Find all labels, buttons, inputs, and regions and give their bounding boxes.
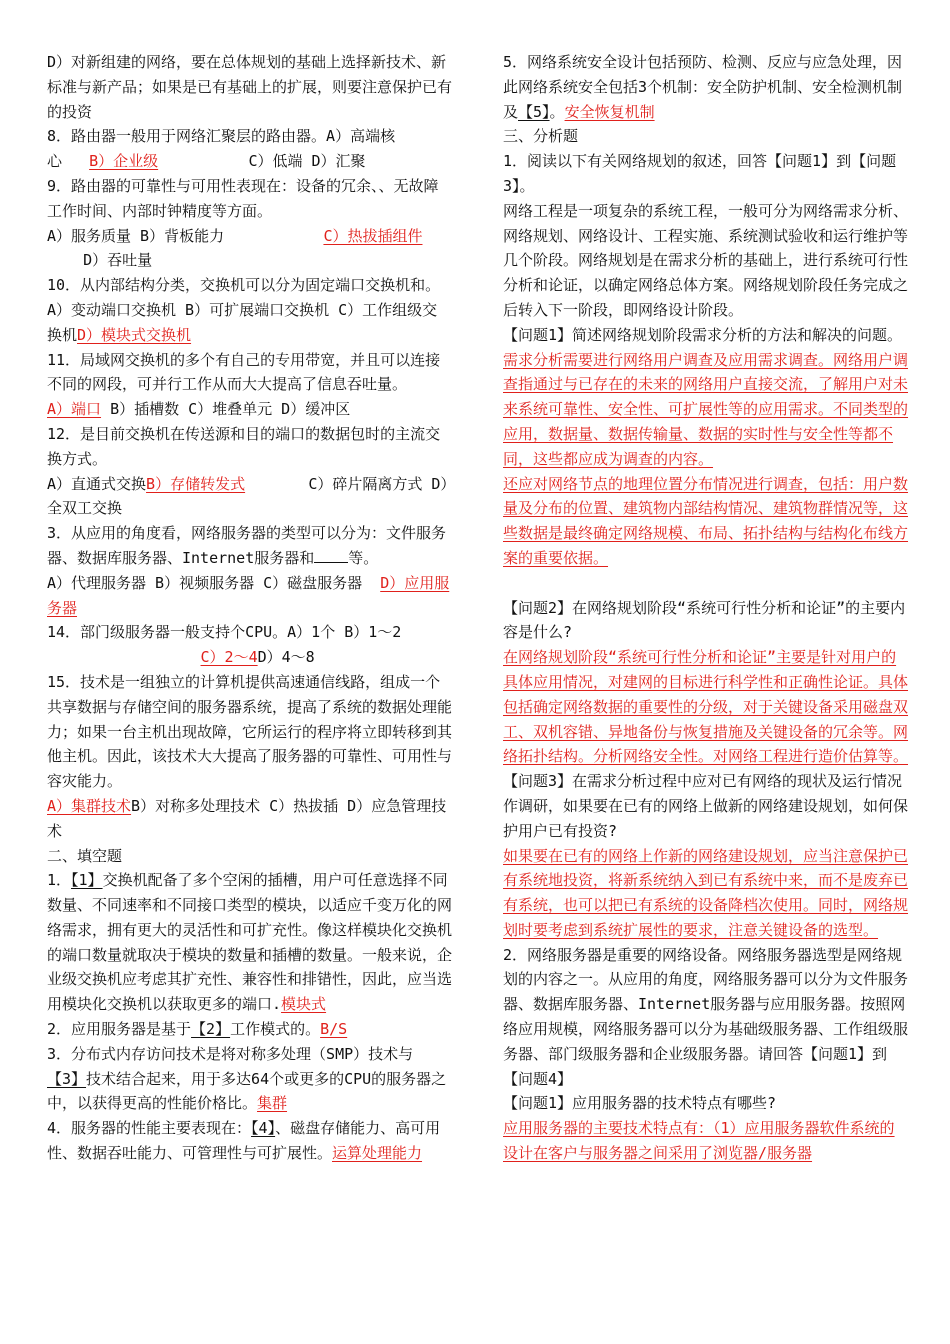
analysis-2-intro: 2．网络服务器是重要的网络设备。网络服务器选型是网络规划的内容之一。从应用的角度，网络服务器可以分为文件服务器、数据库服务器、Internet服务器与应用服务器。按照网络应用规模，网络服务器可以分为基础级服务器、工作组级服务器、部门级服务器和企业级服务器。请回答【问题1】到【问题4】 xyxy=(503,945,909,1088)
question-11: 11．局域网交换机的多个有自己的专用带宽，并且可以连接不同的网段，可并行工作从而大大提高了信息吞吐量。 xyxy=(47,350,441,394)
q13-answer: D）应用服务器 xyxy=(47,573,450,617)
analysis-2-question-1: 【问题1】应用服务器的技术特点有哪些? xyxy=(503,1094,777,1113)
question-10-options: A）变动端口交换机 B）可扩展端口交换机 C）工作组级交换机D）模块式交换机 xyxy=(47,300,438,344)
answer-blank xyxy=(314,548,348,563)
analysis-1-passage: 网络工程是一项复杂的系统工程，一般可分为网络需求分析、网络规划、网络设计、工程实施、系统测试验收和运行维护等几个阶段。网络规划是在需求分析的基础上，进行系统可行性分析和论证，以确定网络总体方案。网络规划阶段任务完成之后转入下一阶段，即网络设计阶段。 xyxy=(503,201,909,319)
question-8: 8．路由器一般用于网络汇聚层的路由器。A）高端核心 B）企业级 C）低端 D）汇聚 xyxy=(47,127,396,171)
analysis-2-answer-1: 应用服务器的主要技术特点有：（1）应用服务器软件系统的设计在客户与服务器之间采用了浏览器/服务器 xyxy=(503,1119,895,1163)
question-12: 12．是目前交换机在传送源和目的端口的数据包时的主流交换方式。 xyxy=(47,424,441,468)
left-column xyxy=(47,50,452,1166)
spacer xyxy=(503,571,908,596)
fill-5-answer: 安全恢复机制 xyxy=(564,102,655,121)
question-11-options: A）端口 B）插槽数 C）堆叠单元 D）缓冲区 xyxy=(47,400,351,419)
question-13: 3．从应用的角度看，网络服务器的类型可以分为：文件服务器、数据库服务器、Internet服务器和 等。 xyxy=(47,524,447,567)
question-10: 10．从内部结构分类，交换机可以分为固定端口交换机和。 xyxy=(47,276,441,295)
question-13-options: A）代理服务器 B）视频服务器 C）磁盘服务器 D）应用服务器 xyxy=(47,573,450,617)
question-9: 9．路由器的可靠性与可用性表现在：设备的冗余、、无故障工作时间、内部时钟精度等方面。 xyxy=(47,176,439,220)
q10-answer: D）模块式交换机 xyxy=(77,325,192,344)
fill-4-answer: 运算处理能力 xyxy=(332,1144,423,1163)
question-12-options: A）直通式交换B）存储转发式 C）碎片隔离方式 D）全双工交换 xyxy=(47,474,448,518)
question-14: 14．部门级服务器一般支持个CPU。A）1个 B）1～2 C）2～4D）4～8 xyxy=(47,623,402,667)
analysis-1-answer-2: 在网络规划阶段“系统可行性分析和论证”主要是针对用户的具体应用情况，对建网的目标进行科学性和正确性论证。具体包括确定网络数据的重要性的分级，对于关键设备采用磁盘双工、双机容错、异地备份与恢复措施及关键设备的冗余等。网络拓扑结构。分析网络安全性。对网络工程进行造价估算等。 xyxy=(503,648,909,766)
fill-1: 1．【1】交换机配备了多个空闲的插槽，用户可任意选择不同数量、不同速率和不同接口类型的模块，以适应千变万化的网络需求，拥有更大的灵活性和可扩充性。像这样模块化交换机的端口数量就取决于模块的数量和插槽的数量。一般来说，企业级交换机应考虑其扩充性、兼容性和排错性，因此，应当选用模块化交换机以获取更多的端口.模块式 xyxy=(47,871,453,1014)
analysis-1-question-2: 【问题2】在网络规划阶段“系统可行性分析和论证”的主要内容是什么? xyxy=(503,598,906,642)
question-15: 15．技术是一组独立的计算机提供高速通信线路，组成一个共享数据与存储空间的服务器系统，提高了系统的数据处理能力；如果一台主机出现故障，它所运行的程序将立即转移到其他主机。因此，该技术大大提高了服务器的可靠性、可用性与容灾能力。 xyxy=(47,672,453,791)
fill-3: 3．分布式内存访问技术是将对称多处理（SMP）技术与【3】技术结合起来，用于多达64个或更多的CPU的服务器之中，以获得更高的性能价格比。集群 xyxy=(47,1044,447,1113)
analysis-1-answer-1a: 需求分析需要进行网络用户调查及应用需求调查。网络用户调查指通过与已存在的未来的网络用户直接交流，了解用户对未来系统可靠性、安全性、可扩展性等的应用需求。不同类型的应用，数据量、数据传输量、数据的实时性与安全性等都不同，这些都应成为调查的内容。 xyxy=(503,350,909,468)
question-9-options: A）服务质量 B）背板能力 C）热拔插组件 D）吞吐量 xyxy=(47,226,423,270)
analysis-1-question-1: 【问题1】简述网络规划阶段需求分析的方法和解决的问题。 xyxy=(503,325,903,344)
q15-answer: A）集群技术 xyxy=(47,796,132,815)
q14-answer: C）2～4 xyxy=(200,648,258,667)
section-heading-fill: 二、填空题 xyxy=(47,846,123,865)
question-15-options: A）集群技术B）对称多处理技术 C）热拔插 D）应急管理技术 xyxy=(47,796,447,840)
q7-continuation: D）对新组建的网络，要在总体规划的基础上选择新技术、新标准与新产品；如果是已有基础上的扩展，则要注意保护已有的投资 xyxy=(47,53,453,121)
fill-1-answer: 模块式 xyxy=(281,995,327,1014)
fill-4: 4．服务器的性能主要表现在：【4】、磁盘存储能力、高可用性、数据吞吐能力、可管理性与可扩展性。运算处理能力 xyxy=(47,1119,441,1163)
analysis-1-answer-1b: 还应对网络节点的地理位置分布情况进行调查，包括：用户数量及分布的位置、建筑物内部结构情况、建筑物群情况等，这些数据是最终确定网络规模、布局、拓扑结构与结构化布线方案的重要依据。 xyxy=(503,474,909,567)
fill-2-answer: B/S xyxy=(320,1020,348,1039)
analysis-1-intro: 1．阅读以下有关网络规划的叙述，回答【问题1】到【问题3】。 xyxy=(503,152,897,195)
section-heading-analysis: 三、分析题 xyxy=(503,127,579,146)
q8-answer: B）企业级 xyxy=(89,152,159,171)
right-column xyxy=(503,50,908,1166)
q12-answer: B）存储转发式 xyxy=(146,474,246,493)
q11-answer: A）端口 xyxy=(47,400,102,419)
fill-2: 2．应用服务器是基于【2】工作模式的。B/S xyxy=(47,1020,348,1039)
q9-answer: C）热拔插组件 xyxy=(323,226,423,245)
analysis-1-question-3: 【问题3】在需求分析过程中应对已有网络的现状及运行情况作调研，如果要在已有的网络上做新的网络建设规划，如何保护用户已有投资? xyxy=(503,772,909,840)
fill-5: 5．网络系统安全设计包括预防、检测、反应与应急处理，因此网络系统安全包括3个机制：安全防护机制、安全检测机制及【5】。安全恢复机制 xyxy=(503,53,903,121)
analysis-1-answer-3: 如果要在已有的网络上作新的网络建设规划，应当注意保护已有系统地投资，将新系统纳入到已有系统中来，而不是废弃已有系统，也可以把已有系统的设备降档次使用。同时，网络规划时要考虑到系统扩展性的要求，注意关键设备的选型。 xyxy=(503,846,909,939)
fill-3-answer: 集群 xyxy=(257,1094,288,1113)
